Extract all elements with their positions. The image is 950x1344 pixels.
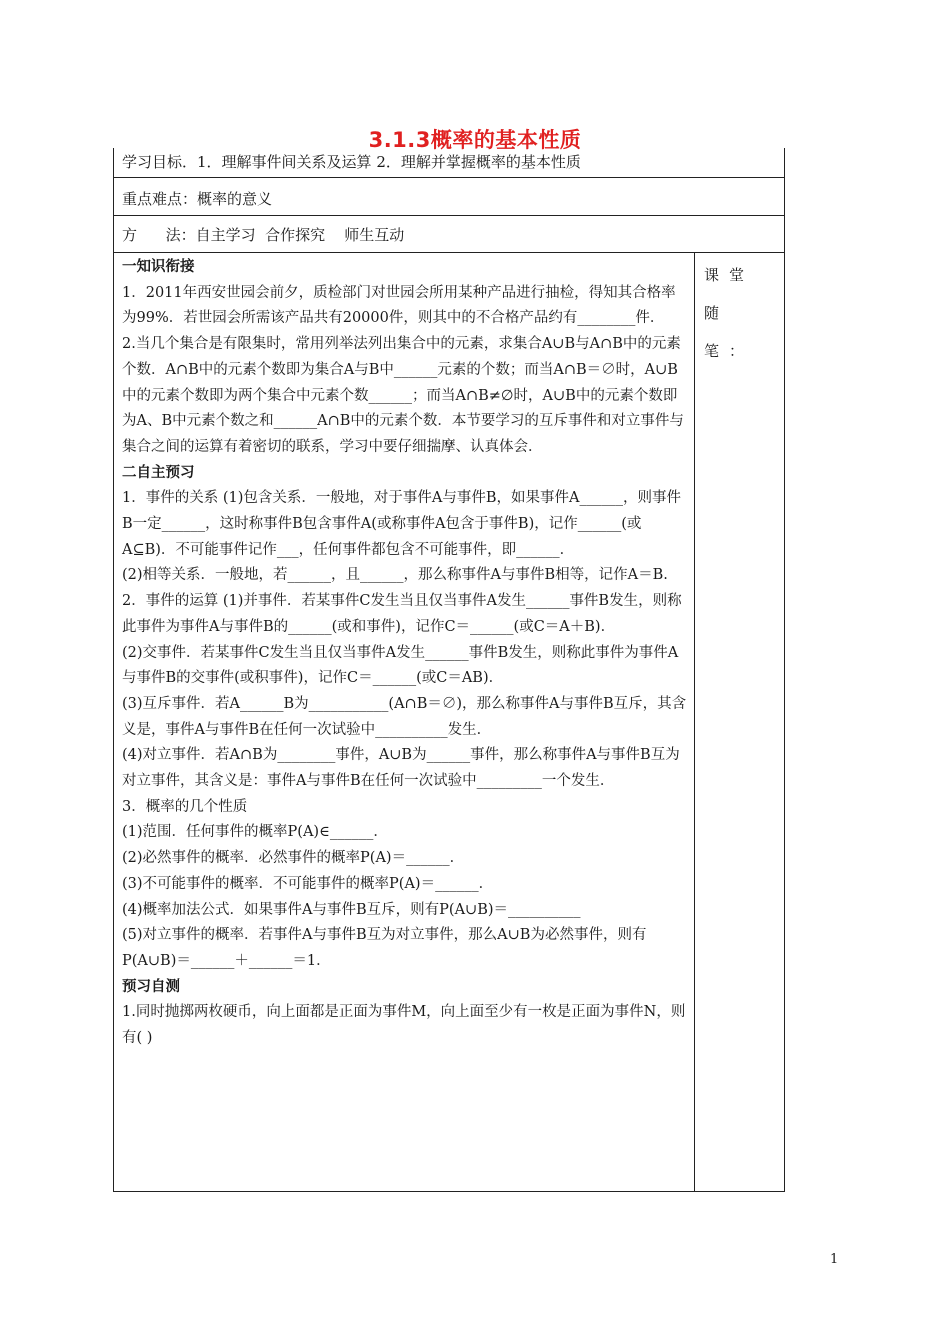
paragraph-2: 2.当几个集合是有限集时，常用列举法列出集合中的元素，求集合A∪B与A∩B中的元素个数．A∩B中的元素个数即为集合A与B中______元素的个数；而当A∩B＝∅时，A∪B中的元素个数即为两个集合中元素个数______；而当A∩B≠∅时，A∪B中的元素个数即为A、B中元素个数之和______A∩B中的元素个数．本节要学习的互斥事件和对立事件与集合之间的运算有着密切的联系，学习中要仔细揣摩、认真体会．: [122, 336, 684, 455]
key-points-text: 重点难点：概率的意义: [122, 190, 273, 208]
goal-row: [114, 148, 784, 178]
paragraph-7: (3)互斥事件．若A______B为___________(A∩B＝∅)，那么称事件A与事件B互斥，其含义是，事件A与事件B在任何一次试验中__________发生．: [122, 695, 687, 738]
lesson-table: [113, 148, 785, 1192]
section-self-study: 二自主预习: [122, 464, 195, 481]
paragraph-14: (5)对立事件的概率．若事件A与事件B互为对立事件，那么A∪B为必然事件，则有P(A∪B)＝______＋______＝1．: [122, 927, 647, 969]
paragraph-11: (2)必然事件的概率．必然事件的概率P(A)＝______．: [122, 850, 465, 867]
goal-text: 学习目标．1．理解事件间关系及运算 2．理解并掌握概率的基本性质: [122, 153, 581, 171]
paragraph-5: 2．事件的运算 (1)并事件．若某事件C发生当且仅当事件A发生______事件B发生，则称此事件为事件A与事件B的______(或和事件)，记作C＝______(或C＝A＋B)．: [122, 593, 682, 635]
main-content: [122, 255, 688, 1052]
method-row: [114, 216, 784, 253]
paragraph-1: 1．2011年西安世园会前夕，质检部门对世园会所用某种产品进行抽检，得知其合格率为99%．若世园会所需该产品共有20000件，则其中的不合格产品约有________件．: [122, 284, 676, 327]
key-points-row: [114, 178, 784, 216]
paragraph-6: (2)交事件．若某事件C发生当且仅当事件A发生______事件B发生，则称此事件为事件A与事件B的交事件(或积事件)，记作C＝______(或C＝AB)．: [122, 644, 679, 687]
paragraph-12: (3)不可能事件的概率．不可能事件的概率P(A)＝______．: [122, 875, 494, 892]
paragraph-13: (4)概率加法公式．如果事件A与事件B互斥，则有P(A∪B)＝__________: [122, 901, 581, 918]
paragraph-8: (4)对立事件．若A∩B为________事件，A∪B为______事件，那么称事件A与事件B互为对立事件，其含义是：事件A与事件B在任何一次试验中_________一个发生．: [122, 747, 680, 790]
page-number: 1: [830, 1252, 839, 1267]
method-text: 方 法：自主学习 合作探究 师生互动: [122, 226, 405, 244]
notes-column-label: 课堂随笔：: [704, 266, 755, 360]
paragraph-15: 1.同时抛掷两枚硬币，向上面都是正面为事件M，向上面至少有一枚是正面为事件N，则有( ): [122, 1004, 686, 1047]
section-self-test: 预习自测: [122, 978, 180, 995]
document-title: 3.1.3概率的基本性质: [368, 128, 582, 152]
paragraph-10: (1)范围．任何事件的概率P(A)∈______．: [122, 824, 388, 841]
section-knowledge-link: 一知识衔接: [122, 259, 195, 275]
paragraph-9: 3．概率的几个性质: [122, 798, 248, 815]
paragraph-3: 1．事件的关系 (1)包含关系．一般地，对于事件A与事件B，如果事件A______，则事件B一定______，这时称事件B包含事件A(或称事件A包含于事件B)，记作______(或A⊆B)．不可能事件记作___，任何事件都包含不可能事件，即______．: [122, 490, 681, 558]
column-divider: [694, 253, 695, 1191]
paragraph-4: (2)相等关系．一般地，若______，且______，那么称事件A与事件B相等，记作A＝B.: [122, 567, 668, 584]
